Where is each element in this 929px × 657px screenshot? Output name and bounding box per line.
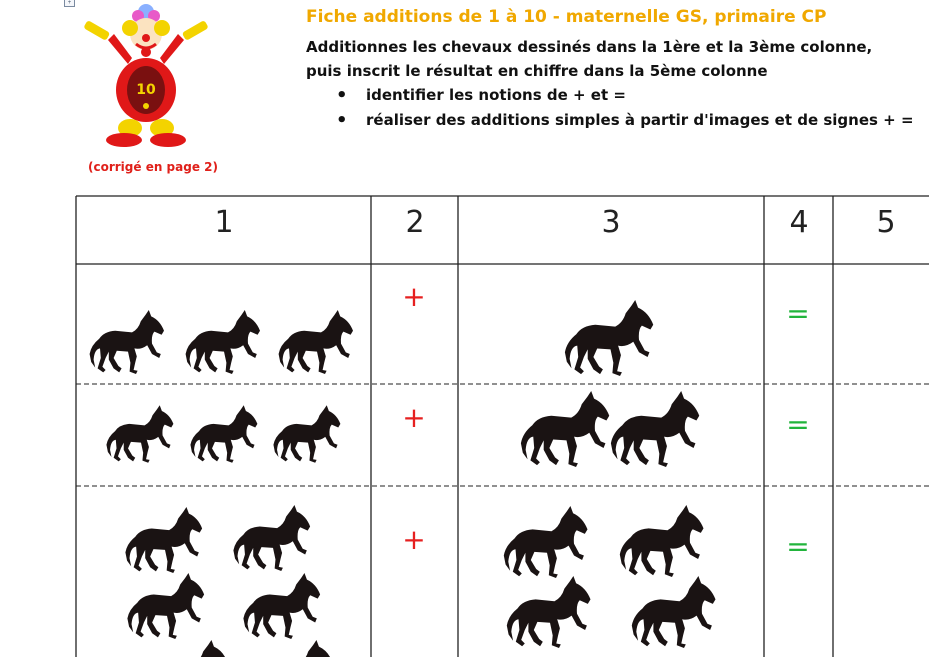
plus-sign: + <box>402 523 426 556</box>
horse-icon <box>150 640 227 657</box>
column-header-4: 4 <box>789 205 809 240</box>
horse-icon <box>504 506 588 578</box>
column-header-2: 2 <box>405 205 425 240</box>
column-header-1: 1 <box>214 205 234 240</box>
instruction-text: Additionnes les chevaux dessinés dans la 1ère et la 3ème colonne, puis inscrit le résultat en chiffre dans la 5ème colonne <box>306 38 873 80</box>
horse-icon <box>632 576 716 648</box>
equals-sign: = <box>786 297 810 330</box>
horse-icon <box>90 310 164 374</box>
horse-icon <box>127 573 204 639</box>
horse-icon <box>186 310 260 374</box>
column-header-5: 5 <box>876 205 896 240</box>
plus-sign: + <box>402 280 426 313</box>
horse-icon <box>106 405 173 463</box>
horse-icon <box>125 507 202 573</box>
worksheet-title: Fiche additions de 1 à 10 - maternelle GS, primaire CP <box>306 7 827 27</box>
anchor-icon: + <box>64 0 75 7</box>
horse-icon <box>273 405 340 463</box>
column-header-3: 3 <box>601 205 621 240</box>
horse-icon <box>255 640 332 657</box>
horse-icon <box>243 573 320 639</box>
equals-sign: = <box>786 408 810 441</box>
clown-number: 10 <box>136 82 156 98</box>
horse-icon <box>611 391 699 467</box>
plus-sign: + <box>402 401 426 434</box>
objective-item: • identifier les notions de + et = <box>336 83 914 108</box>
horse-icon <box>565 300 653 376</box>
horse-icon <box>507 576 591 648</box>
objective-item: • réaliser des additions simples à partir d'images et de signes + = <box>336 108 914 133</box>
horse-icon <box>233 505 310 571</box>
corrige-note: (corrigé en page 2) <box>88 160 218 174</box>
horse-icon <box>521 391 609 467</box>
equals-sign: = <box>786 530 810 563</box>
horse-icon <box>279 310 353 374</box>
horse-icon <box>190 405 257 463</box>
horse-icon <box>620 505 704 577</box>
